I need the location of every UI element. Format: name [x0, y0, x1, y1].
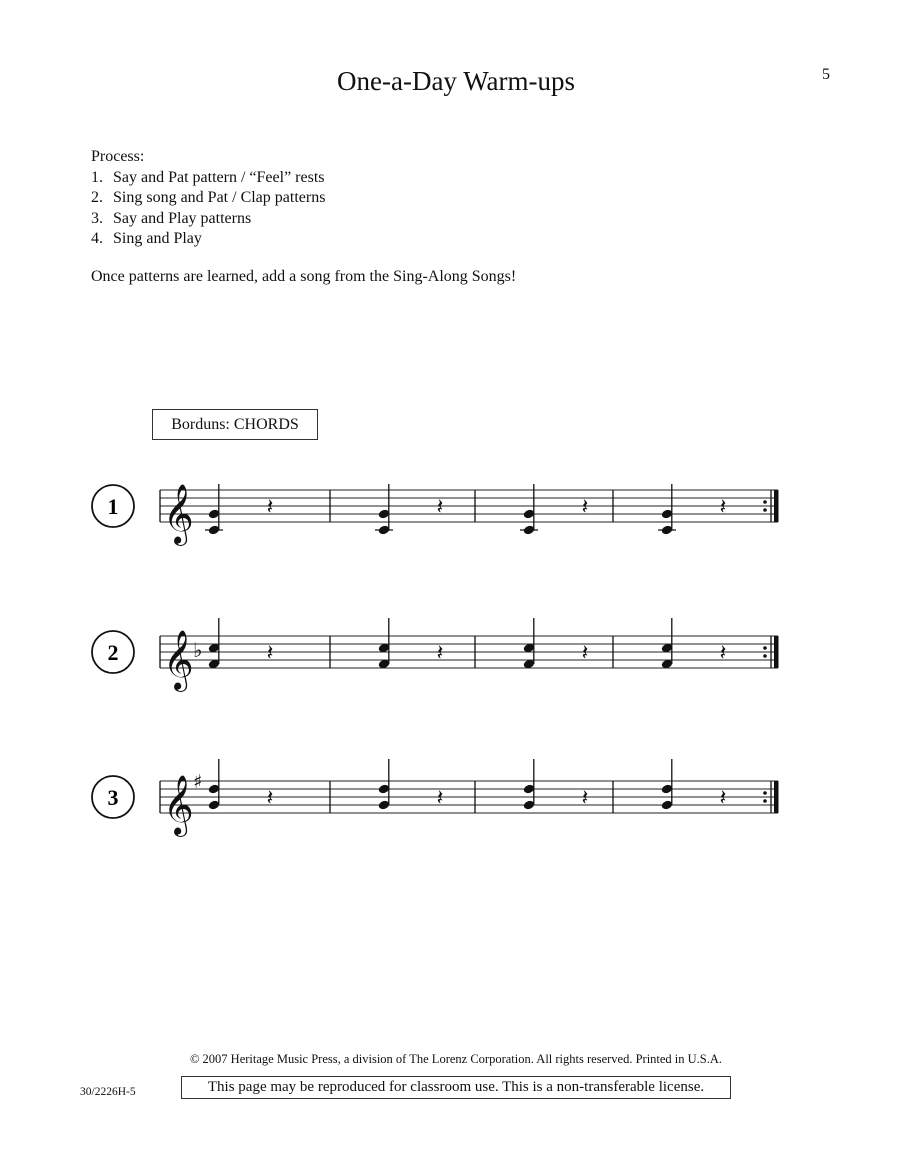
sharp-key-signature-icon: ♯	[193, 771, 203, 793]
page-title: One-a-Day Warm-ups	[337, 66, 575, 96]
quarter-rest-icon: 𝄽	[581, 641, 589, 666]
page-number: 5	[822, 66, 830, 83]
borduns-label: Borduns: CHORDS	[152, 409, 318, 440]
quarter-rest-icon: 𝄽	[266, 786, 274, 811]
exercise-3-staff	[92, 759, 779, 837]
process-step: 1. Say and Pat pattern / “Feel” rests	[91, 168, 325, 186]
quarter-rest-icon: 𝄽	[581, 495, 589, 520]
treble-clef-icon: 𝄞	[163, 484, 194, 544]
exercise-number: 2	[107, 640, 119, 665]
repeat-thick-barline	[774, 636, 779, 668]
exercise-number: 1	[107, 494, 119, 519]
quarter-rest-icon: 𝄽	[436, 786, 444, 811]
license-notice: This page may be reproduced for classroom use. This is a non-transferable license.	[181, 1076, 731, 1099]
quarter-rest-icon: 𝄽	[719, 786, 727, 811]
repeat-dot	[763, 654, 767, 658]
treble-clef-icon: 𝄞	[163, 775, 194, 835]
process-step: 4. Sing and Play	[91, 230, 202, 247]
quarter-rest-icon: 𝄽	[581, 786, 589, 811]
repeat-dot	[763, 791, 767, 795]
exercise-number: 3	[107, 785, 119, 810]
quarter-rest-icon: 𝄽	[266, 495, 274, 520]
instruction-note: Once patterns are learned, add a song from the Sing-Along Songs!	[91, 268, 517, 285]
quarter-rest-icon: 𝄽	[719, 641, 727, 666]
repeat-dot	[763, 799, 767, 803]
catalog-code: 30/2226H-5	[80, 1086, 136, 1098]
quarter-rest-icon: 𝄽	[436, 641, 444, 666]
exercise-2-staff	[92, 618, 779, 692]
quarter-rest-icon: 𝄽	[436, 495, 444, 520]
exercise-1-staff	[92, 484, 779, 546]
process-heading: Process:	[91, 148, 145, 165]
repeat-dot	[763, 508, 767, 512]
treble-clef-icon: 𝄞	[163, 630, 194, 690]
copyright-notice: © 2007 Heritage Music Press, a division of The Lorenz Corporation. All rights reserved. Printed in U.S.A.	[189, 1052, 723, 1066]
process-step: 3. Say and Play patterns	[91, 209, 252, 227]
process-step: 2. Sing song and Pat / Clap patterns	[91, 189, 326, 206]
quarter-rest-icon: 𝄽	[719, 495, 727, 520]
quarter-rest-icon: 𝄽	[266, 641, 274, 666]
repeat-thick-barline	[774, 490, 779, 522]
repeat-dot	[763, 646, 767, 650]
flat-key-signature-icon: ♭	[193, 638, 203, 662]
repeat-dot	[763, 500, 767, 504]
repeat-thick-barline	[774, 781, 779, 813]
